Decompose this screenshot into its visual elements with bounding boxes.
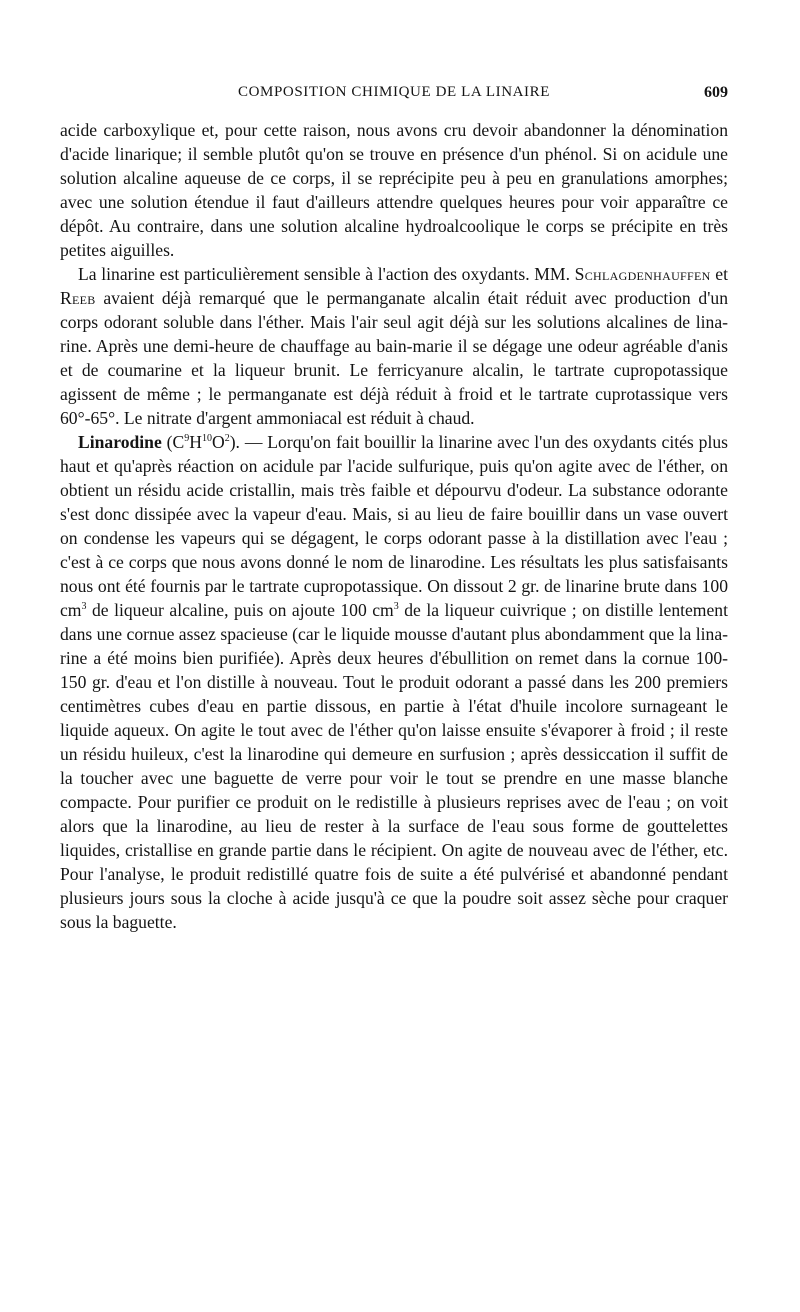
paragraph-3 [60,430,728,934]
paragraph-2-text-c: avaient déjà remarqué que le permanganate alcalin était réduit avec production d'un corps odorant soluble dans l'éther. Mais l'air seul agit déjà sur les solutions alcalines de linarine. Après une demi-heure de chauffage au bain-marie il se dégage une odeur agréable d'anis et de coumarine et la liqueur brunit. Le ferricyanure alcalin, le tartrate cupropotassique agissent de même ; le permanganate est déjà réduit à froid et le tartrate cuprotassique vers 60°-65°. Le nitrate d'argent ammoniacal est réduit à chaud. [60,288,728,428]
formula-sub-h: 10 [201,433,212,445]
running-title: COMPOSITION CHIMIQUE DE LA LINAIRE [237,84,551,100]
author-schlagdenhauffen: Schlagdenhauffen [574,264,711,284]
cubic-exponent-2: 3 [393,601,399,613]
formula-sub-o: 2 [224,433,230,445]
formula-open: (C [161,432,185,452]
paragraph-2-text-b: et [710,264,728,284]
paragraph-2 [60,262,728,430]
paragraph-3-text-a: — Lorqu'on fait bouillir la linarine avec l'un des oxydants cités plus haut et qu'après réaction on acidule par l'acide sulfurique, puis qu'on agite avec de l'éther, on obtient un résidu acide cristallin, mais très faible et dépourvu d'odeur. La substance odorante s'est donc dissipée avec la vapeur d'eau. Mais, si au lieu de faire bouillir dans un vase ouvert on condense les vapeurs qui se dégagent, le corps odorant passe à la distillation avec l'eau ; c'est à ce corps que nous avons donné le nom de linarodine. Les résultats les plus satisfaisants nous ont été fournis par le tartrate cupropotassique. On dissout 2 gr. de linarine brute dans 100 cm [60,432,728,620]
formula [162,432,240,452]
paragraph-1-text: acide carboxylique et, pour cette raison, nous avons cru devoir abandonner la dénomination d'acide linarique; il semble plutôt qu'on se trouve en présence d'un phénol. Si on acidule une solution alcaline aqueuse de ce corps, il se reprécipite peu à peu en granulations amorphes; avec une solution étendue il faut d'ailleurs attendre quelques heures pour voir apparaître ce dépôt. Au contraire, dans une solution alcaline hydroalcoolique le corps se précipite en très petites aiguilles. [60,120,728,260]
formula-sub-c: 9 [184,433,190,445]
paragraph-2-text-a: La linarine est particulièrement sensible à l'action des oxydants. MM. [78,264,575,284]
author-reeb: Reeb [60,288,96,308]
section-heading-linarodine: Linarodine [78,432,162,452]
paragraph-3-text-b: de liqueur alcaline, puis on ajoute 100 cm [86,600,394,620]
paragraph-1 [60,118,728,262]
page-header [60,84,728,110]
paragraph-3-text-c: de la liqueur cuivrique ; on distille lentement dans une cornue assez spacieuse (car le liquide mousse d'autant plus abondamment que la linarine a été moins bien purifiée). Après deux heures d'ébullition on remet dans la cornue 100-150 gr. d'eau et l'on distille à nouveau. Tout le produit odorant a passé dans les 200 premiers centimètres cubes d'eau en partie dissous, en partie à l'état d'huile incolore surnageant le liquide aqueux. On agite le tout avec de l'éther qu'on laisse ensuite s'évaporer à froid ; il reste un résidu huileux, c'est la linarodine qui demeure en surfusion ; après dessiccation il suffit de la toucher avec une baguette de verre pour voir le tout se prendre en une masse blanche compacte. Pour purifier ce produit on le redistille à plusieurs reprises avec de l'eau ; on voit alors que la linarodine, au lieu de rester à la surface de l'eau sous forme de gouttelettes liquides, cristallise en grande partie dans le récipient. On agite de nouveau avec de l'éther, etc. Pour l'analyse, le produit redistillé quatre fois de suite a été pulvérisé et abandonné pendant plusieurs jours sous la cloche à acide jusqu'à ce que la poudre soit assez sèche pour craquer sous la baguette. [60,600,728,932]
formula-close: ). [229,432,240,452]
body-text [60,118,728,934]
formula-o: O [211,432,225,452]
page-number: 609 [704,84,728,101]
cubic-exponent-1: 3 [81,601,87,613]
formula-h: H [189,432,202,452]
